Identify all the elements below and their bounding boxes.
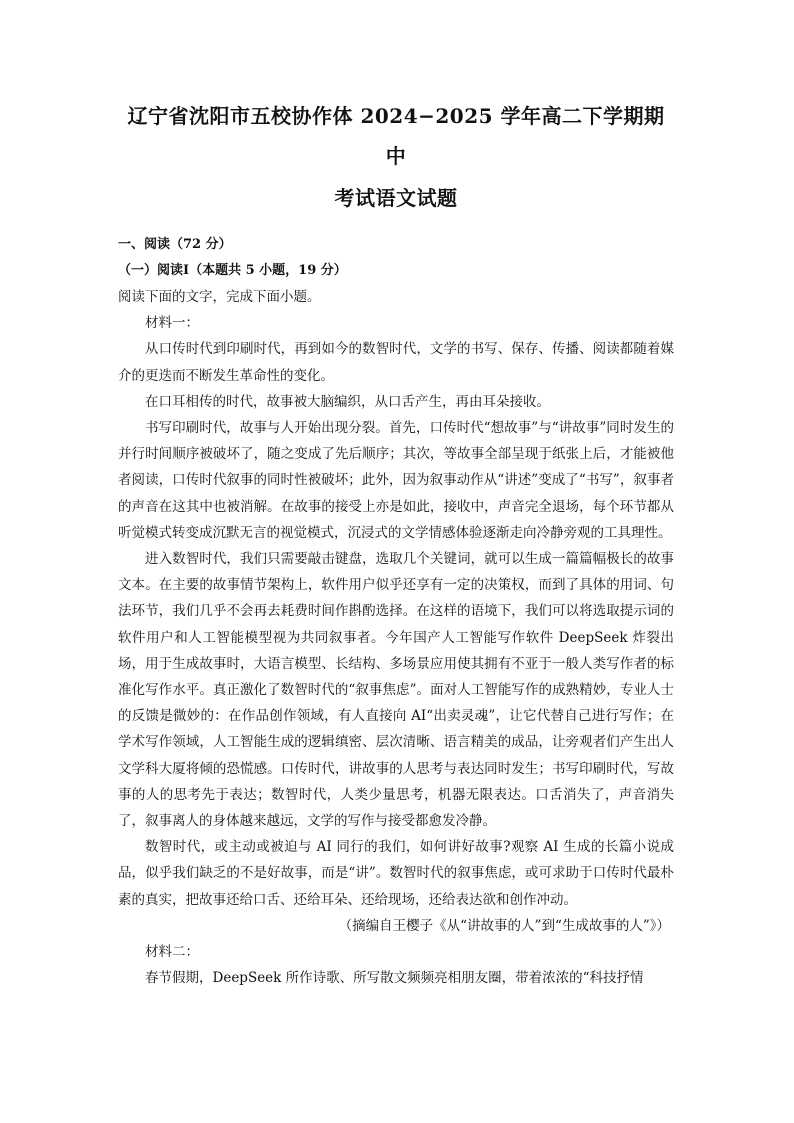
document-title-line2: 考试语文试题 bbox=[334, 186, 458, 210]
material2-label: 材料二： bbox=[145, 944, 199, 961]
document-title-line1: 辽宁省沈阳市五校协作体 2024−2025 学年高二下学期期中 bbox=[127, 104, 665, 168]
material2-paragraph: 春节假期，DeepSeek 所作诗歌、所写散文频频亮相朋友圈，带着浓浓的“科技抒情 bbox=[145, 970, 644, 987]
material1-paragraph: 书写印刷时代，故事与人开始出现分裂。首先，口传时代“想故事”与“讲故事”同时发生的并行时间顺序被破坏了，随之变成了先后顺序；其次，等故事全部呈现于纸张上后，才能被他者阅读，口传时代叙事的同时性被破坏；此外，因为叙事动作从“讲述”变成了“书写”，叙事者的声音在这其中也被消解。在故事的接受上亦是如此，接收中，声音完全退场，每个环节都从听觉模式转变成沉默无言的视觉模式，沉浸式的文学情感体验逐渐走向冷静旁观的工具理性。 bbox=[118, 420, 674, 541]
instruction-text: 阅读下面的文字，完成下面小题。 bbox=[118, 289, 321, 305]
material1-paragraph: 数智时代，或主动或被迫与 AI 同行的我们，如何讲好故事?观察 AI 生成的长篇小说成品，似乎我们缺乏的不是好故事，而是“讲”。数智时代的叙事焦虑，或可求助于口传时代最朴素的真实，把故事还给口舌、还给耳朵、还给现场，还给表达欲和创作冲动。 bbox=[118, 839, 674, 908]
section-heading: 一、阅读（72 分） bbox=[118, 237, 232, 252]
subsection-heading: （一）阅读Ⅰ（本题共 5 小题，19 分） bbox=[118, 263, 347, 278]
material1-source: （摘编自王樱子《从“讲故事的人”到“生成故事的人”》） bbox=[338, 917, 670, 934]
material1-paragraph: 在口耳相传的时代，故事被大脑编织，从口舌产生，再由耳朵接收。 bbox=[145, 393, 550, 410]
material1-label: 材料一： bbox=[145, 315, 199, 332]
material1-paragraph: 从口传时代到印刷时代，再到如今的数智时代，文学的书写、保存、传播、阅读都随着媒介的更迭而不断发生革命性的变化。 bbox=[118, 341, 674, 384]
material1-paragraph: 进入数智时代，我们只需要敲击键盘，选取几个关键词，就可以生成一篇篇幅极长的故事文本。在主要的故事情节架构上，软件用户似乎还享有一定的决策权，而到了具体的用词、句法环节，我们几乎不会再去耗费时间作斟酌选择。在这样的语境下，我们可以将选取提示词的软件用户和人工智能模型视为共同叙事者。今年国产人工智能写作软件 DeepSeek 炸裂出场，用于生成故事时，大语言模型、长结构、多场景应用使其拥有不亚于一般人类写作者的标准化写作水平。真正激化了数智时代的“叙事焦虑”。面对人工智能写作的成熟精妙，专业人士的反馈是微妙的：在作品创作领域，有人直接向 AI“出卖灵魂”，让它代替自己进行写作；在学术写作领域，人工智能生成的逻辑缜密、层次清晰、语言精美的成品，让旁观者们产生出人文学科大厦将倾的恐慌感。口传时代，讲故事的人思考与表达同时发生；书写印刷时代，写故事的人的思考先于表达；数智时代，人类少量思考，机器无限表达。口舌消失了，声音消失了，叙事离人的身体越来越远，文学的写作与接受都愈发冷静。 bbox=[118, 551, 674, 830]
